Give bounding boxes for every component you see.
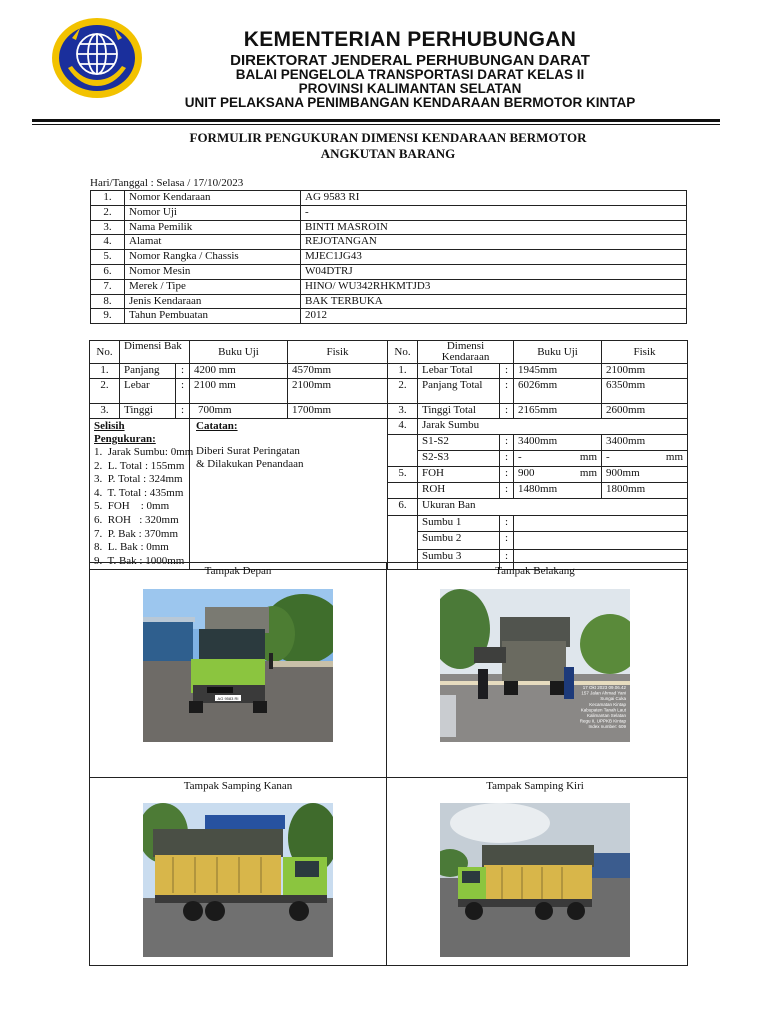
colon: : xyxy=(500,404,514,419)
vehicle-row-value: - xyxy=(301,205,687,220)
left-side-photo xyxy=(440,803,630,957)
s2s3-buku: - mm xyxy=(514,451,602,467)
vehicle-row-value: 2012 xyxy=(301,309,687,324)
jarak-sumbu-label: Jarak Sumbu xyxy=(418,419,688,435)
colon: : xyxy=(176,364,190,379)
header-fisik: Fisik xyxy=(288,341,388,364)
photo-caption-right: Tampak Samping Kanan xyxy=(183,780,293,792)
sumbu-label: Sumbu 1 xyxy=(418,515,500,531)
s1s2-label: S1-S2 xyxy=(418,435,500,451)
vehicle-row-value: BAK TERBUKA xyxy=(301,294,687,309)
photo-grid xyxy=(89,562,688,966)
vehicle-row-no: 8. xyxy=(91,294,125,309)
kend-fisik: 2100mm xyxy=(602,364,688,379)
selisih-item: 6. ROH : 320mm xyxy=(94,513,179,526)
spacer xyxy=(388,483,418,499)
kend-no: 2. xyxy=(388,379,418,404)
header-rule-thin xyxy=(32,124,720,125)
vehicle-row-label: Nomor Uji xyxy=(125,205,301,220)
bak-buku: 700mm xyxy=(190,404,288,419)
jarak-sumbu-no: 4. xyxy=(388,419,418,435)
selisih-item: 7. P. Bak : 370mm xyxy=(94,527,179,540)
ministry-logo xyxy=(50,16,144,100)
header-no: No. xyxy=(90,341,120,364)
header-dimensi-bak: Dimensi Bak xyxy=(120,341,190,364)
vehicle-row-value: AG 9583 RI xyxy=(301,191,687,206)
spacer xyxy=(388,451,418,467)
vehicle-row-label: Nomor Mesin xyxy=(125,264,301,279)
selisih-list xyxy=(94,446,194,568)
dimension-row-3 xyxy=(90,404,688,419)
dimension-header-row xyxy=(90,341,688,364)
vehicle-info-row xyxy=(91,191,687,206)
spacer xyxy=(388,531,418,549)
header-no-2: No. xyxy=(388,341,418,364)
header-dimensi-kendaraan: Dimensi Kendaraan xyxy=(418,341,514,364)
vehicle-row-no: 7. xyxy=(91,279,125,294)
right-side-photo xyxy=(143,803,333,957)
catatan-title: Catatan: xyxy=(196,420,238,432)
dimension-row-2 xyxy=(90,379,688,404)
selisih-item: 1. Jarak Sumbu: 0mm xyxy=(94,446,194,458)
directorate-name: DIREKTORAT JENDERAL PERHUBUNGAN DARAT xyxy=(230,52,590,69)
sumbu-label: Sumbu 3 xyxy=(418,549,500,569)
vehicle-row-value: W04DTRJ xyxy=(301,264,687,279)
kend-buku: 2165mm xyxy=(514,404,602,419)
vehicle-row-label: Tahun Pembuatan xyxy=(125,309,301,324)
foh-fisik: 900mm xyxy=(602,467,688,483)
vehicle-row-no: 9. xyxy=(91,309,125,324)
sumbu-label: Sumbu 2 xyxy=(418,531,500,549)
s2s3-label: S2-S3 xyxy=(418,451,500,467)
kend-label: Tinggi Total xyxy=(418,404,500,419)
vehicle-row-value: BINTI MASROIN xyxy=(301,220,687,235)
roh-label: ROH xyxy=(418,483,500,499)
dimension-row-4 xyxy=(90,419,688,435)
kend-label: Panjang Total xyxy=(418,379,500,404)
spacer xyxy=(388,515,418,531)
header-buku-uji-2: Buku Uji xyxy=(514,341,602,364)
photo-stamp-line: Kabupaten Tanah Laut xyxy=(580,707,626,713)
vehicle-row-value: HINO/ WU342RHKMTJD3 xyxy=(301,279,687,294)
photo-caption-rear: Tampak Belakang xyxy=(495,565,575,577)
photo-stamp-line: 157 Jalan Ahmad Yani xyxy=(581,690,626,696)
vehicle-row-label: Jenis Kendaraan xyxy=(125,294,301,309)
date-line: Hari/Tanggal : Selasa / 17/10/2023 xyxy=(90,177,244,189)
dimension-row-1 xyxy=(90,364,688,379)
header-fisik-2: Fisik xyxy=(602,341,688,364)
plate-number: AG 9583 RI xyxy=(217,696,239,701)
kend-label: Lebar Total xyxy=(418,364,500,379)
photo-stamp-line: 17 Okt 2023 09.06.42 xyxy=(582,685,626,690)
vehicle-row-no: 3. xyxy=(91,220,125,235)
colon: : xyxy=(500,467,514,483)
photo-caption-front: Tampak Depan xyxy=(204,565,272,577)
photo-cell-front xyxy=(90,563,386,777)
kend-no: 1. xyxy=(388,364,418,379)
foh-no: 5. xyxy=(388,467,418,483)
vehicle-row-no: 1. xyxy=(91,191,125,206)
unit-name: UNIT PELAKSANA PENIMBANGAN KENDARAAN BERMOTOR KINTAP xyxy=(184,95,636,110)
photo-stamp xyxy=(580,685,627,729)
bak-label: Panjang xyxy=(120,364,176,379)
ukuran-ban-label: Ukuran Ban xyxy=(418,499,688,515)
form-title-line1: FORMULIR PENGUKURAN DIMENSI KENDARAAN BERMOTOR xyxy=(189,130,587,145)
bak-fisik: 4570mm xyxy=(288,364,388,379)
office-name: BALAI PENGELOLA TRANSPORTASI DARAT KELAS II xyxy=(235,67,585,82)
vehicle-row-value: MJEC1JG43 xyxy=(301,250,687,265)
colon: : xyxy=(176,379,190,404)
catatan-line2: & Dilakukan Penandaan xyxy=(196,458,304,470)
colon: : xyxy=(500,379,514,404)
photo-stamp-line: Sungai Cuka xyxy=(600,696,626,702)
s2s3-fisik: - mm xyxy=(602,451,688,467)
catatan xyxy=(190,419,388,570)
province-name: PROVINSI KALIMANTAN SELATAN xyxy=(298,81,522,96)
bak-no: 3. xyxy=(90,404,120,419)
vehicle-row-label: Merek / Tipe xyxy=(125,279,301,294)
header-buku-uji: Buku Uji xyxy=(190,341,288,364)
colon: : xyxy=(500,451,514,467)
photo-caption-left: Tampak Samping Kiri xyxy=(486,780,584,792)
vehicle-row-no: 6. xyxy=(91,264,125,279)
bak-buku: 4200 mm xyxy=(190,364,288,379)
selisih-item: 3. P. Total : 324mm xyxy=(94,473,183,486)
photo-stamp-line: Kecamatan Kintap xyxy=(589,701,626,707)
selisih-item: 4. T. Total : 435mm xyxy=(94,486,184,499)
vehicle-info-row xyxy=(91,220,687,235)
vehicle-row-no: 5. xyxy=(91,250,125,265)
colon: : xyxy=(176,404,190,419)
photo-cell-right xyxy=(90,778,386,992)
selisih-item: 9. T. Bak : 1000mm xyxy=(94,554,185,567)
vehicle-row-label: Nama Pemilik xyxy=(125,220,301,235)
photo-stamp-line: Kalimantan Selatan xyxy=(586,713,626,718)
selisih-item: 8. L. Bak : 0mm xyxy=(94,541,169,554)
bak-no: 2. xyxy=(90,379,120,404)
vehicle-info-row xyxy=(91,250,687,265)
catatan-line1: Diberi Surat Peringatan xyxy=(196,445,300,457)
vehicle-row-no: 4. xyxy=(91,235,125,250)
kend-no: 3. xyxy=(388,404,418,419)
kend-fisik: 6350mm xyxy=(602,379,688,404)
vehicle-row-value: REJOTANGAN xyxy=(301,235,687,250)
spacer xyxy=(388,435,418,451)
rear-view-photo xyxy=(440,589,630,742)
form-title-line2: ANGKUTAN BARANG xyxy=(320,146,456,161)
colon: : xyxy=(500,549,514,569)
selisih-item: 2. L. Total : 155mm xyxy=(94,459,185,472)
bak-fisik: 2100mm xyxy=(288,379,388,404)
vehicle-row-label: Nomor Rangka / Chassis xyxy=(125,250,301,265)
vehicle-row-label: Nomor Kendaraan xyxy=(125,191,301,206)
s1s2-fisik: 3400mm xyxy=(602,435,688,451)
sumbu-value xyxy=(514,515,688,531)
bak-label: Tinggi xyxy=(120,404,176,419)
photo-stamp-line: Index number: 609 xyxy=(588,724,626,730)
colon: : xyxy=(500,435,514,451)
vehicle-row-label: Alamat xyxy=(125,235,301,250)
foh-label: FOH xyxy=(418,467,500,483)
vehicle-info-row xyxy=(91,294,687,309)
selisih-title: Selisih Pengukuran: xyxy=(94,420,156,445)
vehicle-info-row xyxy=(91,264,687,279)
bak-no: 1. xyxy=(90,364,120,379)
colon: : xyxy=(500,483,514,499)
front-view-photo xyxy=(143,589,333,742)
vehicle-info-table xyxy=(90,190,687,324)
colon: : xyxy=(500,531,514,549)
foh-buku: 900 mm xyxy=(514,467,602,483)
colon: : xyxy=(500,515,514,531)
vehicle-info-row xyxy=(91,309,687,324)
kend-fisik: 2600mm xyxy=(602,404,688,419)
ukuran-ban-no: 6. xyxy=(388,499,418,515)
sumbu-value xyxy=(514,531,688,549)
photo-cell-rear xyxy=(387,563,683,777)
s1s2-buku: 3400mm xyxy=(514,435,602,451)
vehicle-info-row xyxy=(91,205,687,220)
vehicle-info-row xyxy=(91,279,687,294)
vehicle-row-no: 2. xyxy=(91,205,125,220)
selisih-item: 5. FOH : 0mm xyxy=(94,500,170,513)
kend-buku: 6026mm xyxy=(514,379,602,404)
roh-buku: 1480mm xyxy=(514,483,602,499)
ministry-name: KEMENTERIAN PERHUBUNGAN xyxy=(243,28,577,51)
selisih-pengukuran xyxy=(90,419,194,570)
bak-buku: 2100 mm xyxy=(190,379,288,404)
header-rule-thick xyxy=(32,119,720,122)
bak-fisik: 1700mm xyxy=(288,404,388,419)
dimension-table xyxy=(89,340,688,570)
bak-label: Lebar xyxy=(120,379,176,404)
photo-cell-left xyxy=(387,778,683,992)
kend-buku: 1945mm xyxy=(514,364,602,379)
roh-fisik: 1800mm xyxy=(602,483,688,499)
colon: : xyxy=(500,364,514,379)
form-title xyxy=(90,130,686,162)
vehicle-info-row xyxy=(91,235,687,250)
photo-stamp-line: Regu II, UPPKB Kintap xyxy=(579,718,626,724)
